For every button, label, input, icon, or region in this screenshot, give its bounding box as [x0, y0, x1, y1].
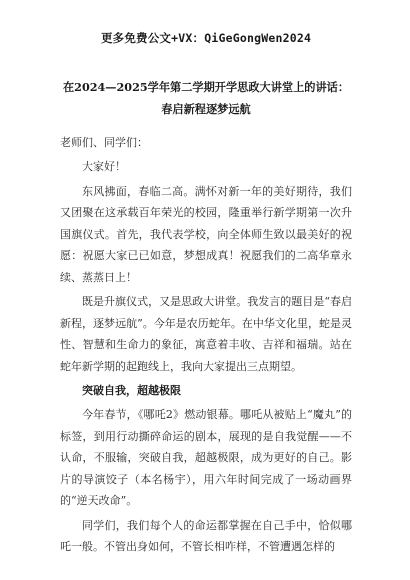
paragraph-topic: 既是升旗仪式，又是思政大讲堂。我发言的题目是“春启新程，逐梦远航”。今年是农历蛇年。在中华文化里，蛇是灵性、智慧和生命力的象征，寓意着丰收、吉祥和福瑞。站在蛇年新学期的起跑线上，我向大家提出三点期望。 — [60, 295, 352, 373]
paragraph-opening: 东风拂面，春临二高。满怀对新一年的美好期待，我们又团聚在这承载百年荣光的校园，隆重举行新学期第一次升国旗仪式。首先，我代表学校，向全体师生致以最美好的祝愿：祝愿大家已已如意，梦想成真！祝愿我们的二高华章永续、蒸蒸日上！ — [60, 184, 352, 284]
paragraph-nezha: 今年春节，《哪吒2》燃动银幕。哪吒从被贴上“魔丸”的标签，到用行动撕碎命运的剧本，展现的是自我觉醒——不认命，不服输，突破自我，超越极限，成为更好的自己。影片的导演饺子（本名杨宇），用六年时间完成了一场动画界的“逆天改命”。 — [60, 408, 352, 507]
page-header: 更多免费公文+VX：QiGeGongWen2024 — [100, 31, 312, 45]
paragraph-greeting: 大家好！ — [82, 160, 126, 173]
paragraph-destiny: 同学们，我们每个人的命运都掌握在自己手中，恰似哪吒一般。不管出身如何，不管长相咋样，不管遭遇怎样的 — [60, 518, 352, 553]
document-title: 在2024—2025学年第二学期开学思政大讲堂上的讲话：春启新程逐梦远航 — [62, 80, 350, 116]
section-heading: 突破自我，超越极限 — [82, 384, 181, 397]
salutation: 老师们、同学们： — [60, 136, 148, 149]
